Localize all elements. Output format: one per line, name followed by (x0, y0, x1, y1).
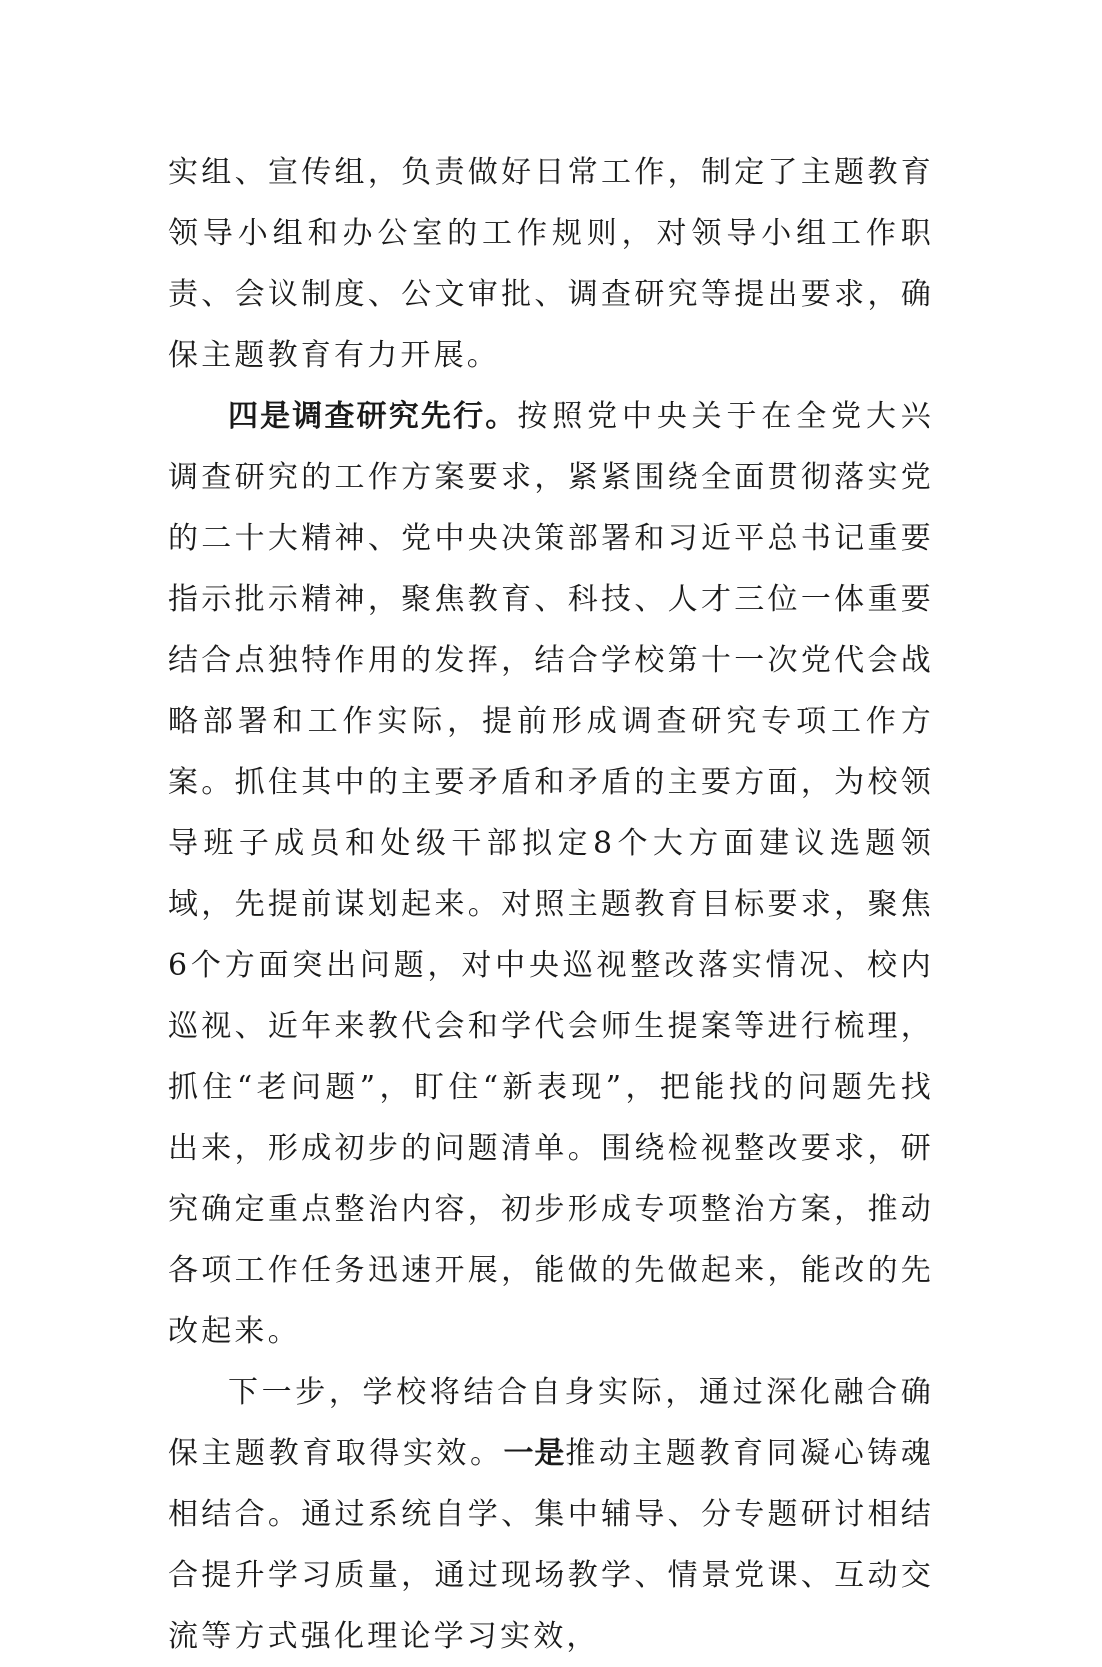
paragraph-2 (168, 386, 934, 1362)
body-text (168, 142, 934, 1667)
paragraph-3 (168, 1362, 934, 1667)
paragraph-2-lead: 四是调查研究先行。 (228, 399, 518, 434)
paragraph-2-text: 按照党中央关于在全党大兴调查研究的工作方案要求，紧紧围绕全面贯彻落实党的二十大精神、党中央决策部署和习近平总书记重要指示批示精神，聚焦教育、科技、人才三位一体重要结合点独特作用的发挥，结合学校第十一次党代会战略部署和工作实际，提前形成调查研究专项工作方案。抓住其中的主要矛盾和矛盾的主要方面，为校领导班子成员和处级干部拟定8个大方面建议选题领域，先提前谋划起来。对照主题教育目标要求，聚焦6个方面突出问题，对中央巡视整改落实情况、校内巡视、近年来教代会和学代会师生提案等进行梳理，抓住“老问题”，盯住“新表现”，把能找的问题先找出来，形成初步的问题清单。围绕检视整改要求，研究确定重点整治内容，初步形成专项整治方案，推动各项工作任务迅速开展，能做的先做起来，能改的先改起来。 (168, 399, 935, 1349)
paragraph-1 (168, 142, 934, 386)
paragraph-1-text: 实组、宣传组，负责做好日常工作，制定了主题教育领导小组和办公室的工作规则，对领导小组工作职责、会议制度、公文审批、调查研究等提出要求，确保主题教育有力开展。 (168, 155, 934, 373)
paragraph-3-lead: 一是 (503, 1436, 566, 1471)
paragraph-3-intro: 下一步，学校将结合自身实际，通过深化融合确保主题教育取得实效。 (168, 1375, 934, 1471)
paragraph-3-text: 推动主题教育同凝心铸魂相结合。通过系统自学、集中辅导、分专题研讨相结合提升学习质量，通过现场教学、情景党课、互动交流等方式强化理论学习实效， (168, 1436, 935, 1654)
